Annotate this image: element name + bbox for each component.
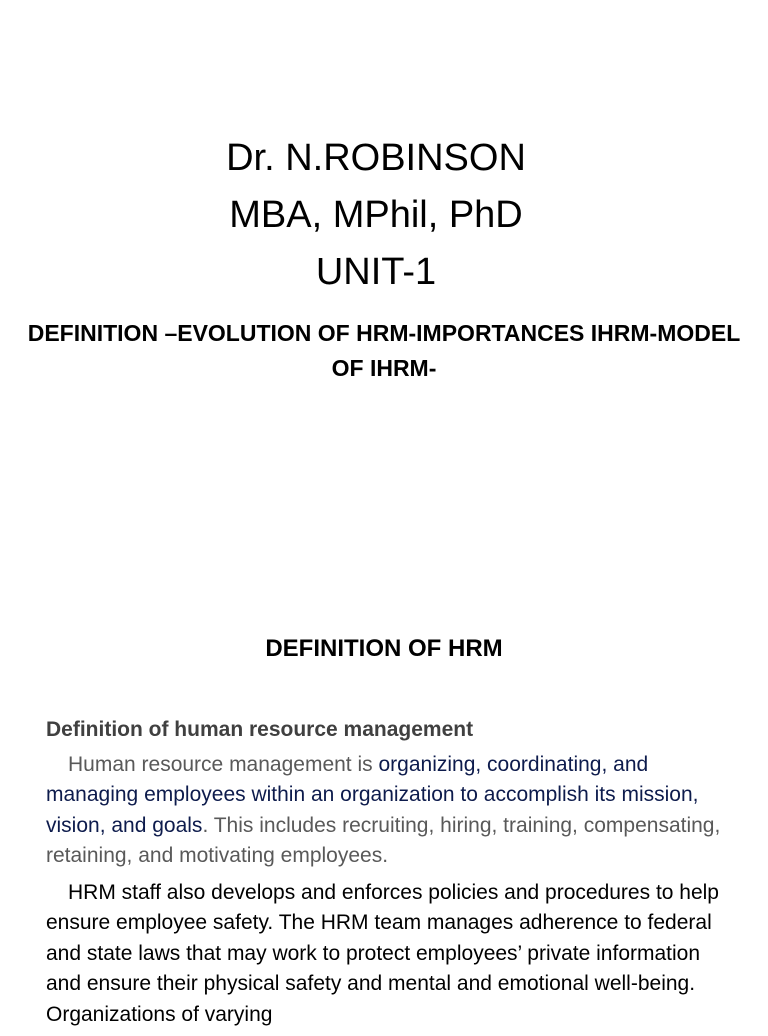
topics-subtitle: DEFINITION –EVOLUTION OF HRM-IMPORTANCES IHRM-MODEL OF IHRM-	[27, 320, 741, 381]
author-block	[0, 130, 752, 301]
slide-content	[46, 715, 726, 1036]
author-degrees: MBA, MPhil, PhD	[229, 194, 523, 236]
author-name: Dr. N.ROBINSON	[226, 137, 526, 179]
content-heading: Definition of human resource management	[46, 718, 474, 741]
slide-title: DEFINITION OF HRM	[265, 635, 503, 662]
paragraph-lead-text: Human resource management is	[68, 752, 379, 776]
unit-label: UNIT-1	[315, 251, 437, 293]
hrm-staff-paragraph: HRM staff also develops and enforces policies and procedures to help ensure employee safety. The HRM team manages adherence to federal and state laws that may work to protect employees’ private information and ensure their physical safety and mental and emotional well-being. Organizations of varying	[46, 880, 719, 1026]
definition-slide	[0, 600, 768, 1024]
paragraph-tail-text: . This includes recruiting, hiring, training, compensating, retaining, and motivating employees.	[46, 813, 721, 867]
paragraph-highlight-text: organizing, coordinating, and managing employees within an organization to accomplish its mission, vision, and goals	[46, 752, 699, 837]
definition-paragraph	[46, 750, 726, 872]
